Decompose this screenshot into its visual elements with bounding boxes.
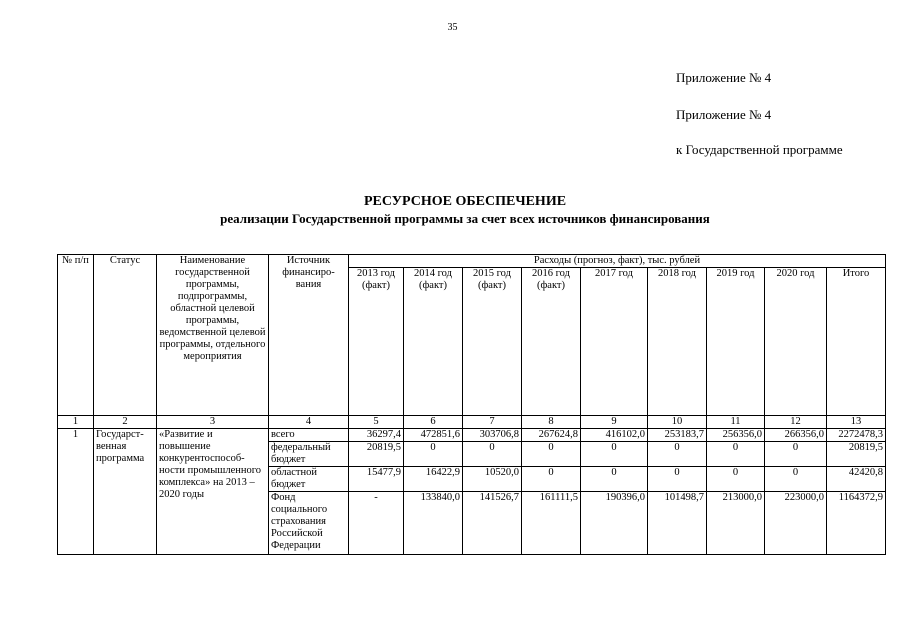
cell-value: 472851,6 bbox=[404, 429, 463, 442]
column-number-row bbox=[58, 416, 886, 429]
appendix-label: Приложение № 4 bbox=[676, 70, 772, 85]
cell-value: 20819,5 bbox=[349, 442, 404, 467]
row-num: 1 bbox=[58, 429, 94, 555]
header-year: 2015 год (факт) bbox=[463, 268, 522, 416]
header-row-top bbox=[58, 255, 886, 268]
cell-total: 2272478,3 bbox=[827, 429, 886, 442]
header-year: 2019 год bbox=[707, 268, 765, 416]
cell-value: 416102,0 bbox=[581, 429, 648, 442]
column-number: 9 bbox=[581, 416, 648, 429]
cell-value: 0 bbox=[648, 467, 707, 492]
header-year: 2020 год bbox=[765, 268, 827, 416]
cell-value: 36297,4 bbox=[349, 429, 404, 442]
document-subtitle: реализации Государственной программы за счет всех источников финансирования bbox=[220, 211, 710, 226]
cell-total: 20819,5 bbox=[827, 442, 886, 467]
row-source: федеральный бюджет bbox=[269, 442, 349, 467]
cell-value: 133840,0 bbox=[404, 492, 463, 555]
cell-value: 190396,0 bbox=[581, 492, 648, 555]
cell-value: 0 bbox=[707, 467, 765, 492]
column-number: 11 bbox=[707, 416, 765, 429]
cell-value: 266356,0 bbox=[765, 429, 827, 442]
cell-value: 0 bbox=[707, 442, 765, 467]
header-num: № п/п bbox=[58, 255, 94, 416]
cell-value: 101498,7 bbox=[648, 492, 707, 555]
column-number: 4 bbox=[269, 416, 349, 429]
header-year: 2013 год (факт) bbox=[349, 268, 404, 416]
appendix-program-ref: к Государственной программе bbox=[676, 142, 843, 157]
column-number: 3 bbox=[157, 416, 269, 429]
cell-value: 15477,9 bbox=[349, 467, 404, 492]
cell-value: 0 bbox=[522, 442, 581, 467]
row-source: Фонд социального страхования Российской Федерации bbox=[269, 492, 349, 555]
row-source: областной бюджет bbox=[269, 467, 349, 492]
header-year: 2017 год bbox=[581, 268, 648, 416]
cell-value: 253183,7 bbox=[648, 429, 707, 442]
cell-value: 16422,9 bbox=[404, 467, 463, 492]
cell-total: 42420,8 bbox=[827, 467, 886, 492]
cell-value: 256356,0 bbox=[707, 429, 765, 442]
row-program-name: «Развитие и повышение конкурентоспособ-ности промышленного комплекса» на 2013 – 2020 годы bbox=[157, 429, 269, 555]
column-number: 8 bbox=[522, 416, 581, 429]
cell-value: 0 bbox=[404, 442, 463, 467]
header-year: 2016 год (факт) bbox=[522, 268, 581, 416]
document-title: РЕСУРСНОЕ ОБЕСПЕЧЕНИЕ bbox=[363, 194, 567, 209]
header-total: Итого bbox=[827, 268, 886, 416]
cell-value: - bbox=[349, 492, 404, 555]
column-number: 10 bbox=[648, 416, 707, 429]
row-source: всего bbox=[269, 429, 349, 442]
cell-value: 213000,0 bbox=[707, 492, 765, 555]
cell-total: 1164372,9 bbox=[827, 492, 886, 555]
cell-value: 0 bbox=[522, 467, 581, 492]
cell-value: 0 bbox=[463, 442, 522, 467]
header-year: 2014 год (факт) bbox=[404, 268, 463, 416]
column-number: 6 bbox=[404, 416, 463, 429]
header-expenses: Расходы (прогноз, факт), тыс. рублей bbox=[349, 255, 886, 268]
cell-value: 0 bbox=[765, 442, 827, 467]
cell-value: 267624,8 bbox=[522, 429, 581, 442]
header-status: Статус bbox=[94, 255, 157, 416]
cell-value: 141526,7 bbox=[463, 492, 522, 555]
row-status: Государст-венная программа bbox=[94, 429, 157, 555]
header-year: 2018 год bbox=[648, 268, 707, 416]
cell-value: 161111,5 bbox=[522, 492, 581, 555]
cell-value: 0 bbox=[581, 442, 648, 467]
cell-value: 0 bbox=[765, 467, 827, 492]
cell-value: 10520,0 bbox=[463, 467, 522, 492]
page-number: 35 bbox=[447, 22, 458, 33]
cell-value: 0 bbox=[581, 467, 648, 492]
appendix-label-repeat: Приложение № 4 bbox=[676, 107, 772, 122]
column-number: 2 bbox=[94, 416, 157, 429]
cell-value: 223000,0 bbox=[765, 492, 827, 555]
table-row-total bbox=[58, 429, 886, 442]
cell-value: 303706,8 bbox=[463, 429, 522, 442]
cell-value: 0 bbox=[648, 442, 707, 467]
column-number: 1 bbox=[58, 416, 94, 429]
resource-table bbox=[57, 254, 886, 555]
header-name: Наименование государственной программы, подпрограммы, областной целевой программы, ведомственной целевой программы, отдельного мероприятия bbox=[157, 255, 269, 416]
column-number: 12 bbox=[765, 416, 827, 429]
header-source: Источник финансиро-вания bbox=[269, 255, 349, 416]
column-number: 5 bbox=[349, 416, 404, 429]
column-number: 13 bbox=[827, 416, 886, 429]
column-number: 7 bbox=[463, 416, 522, 429]
